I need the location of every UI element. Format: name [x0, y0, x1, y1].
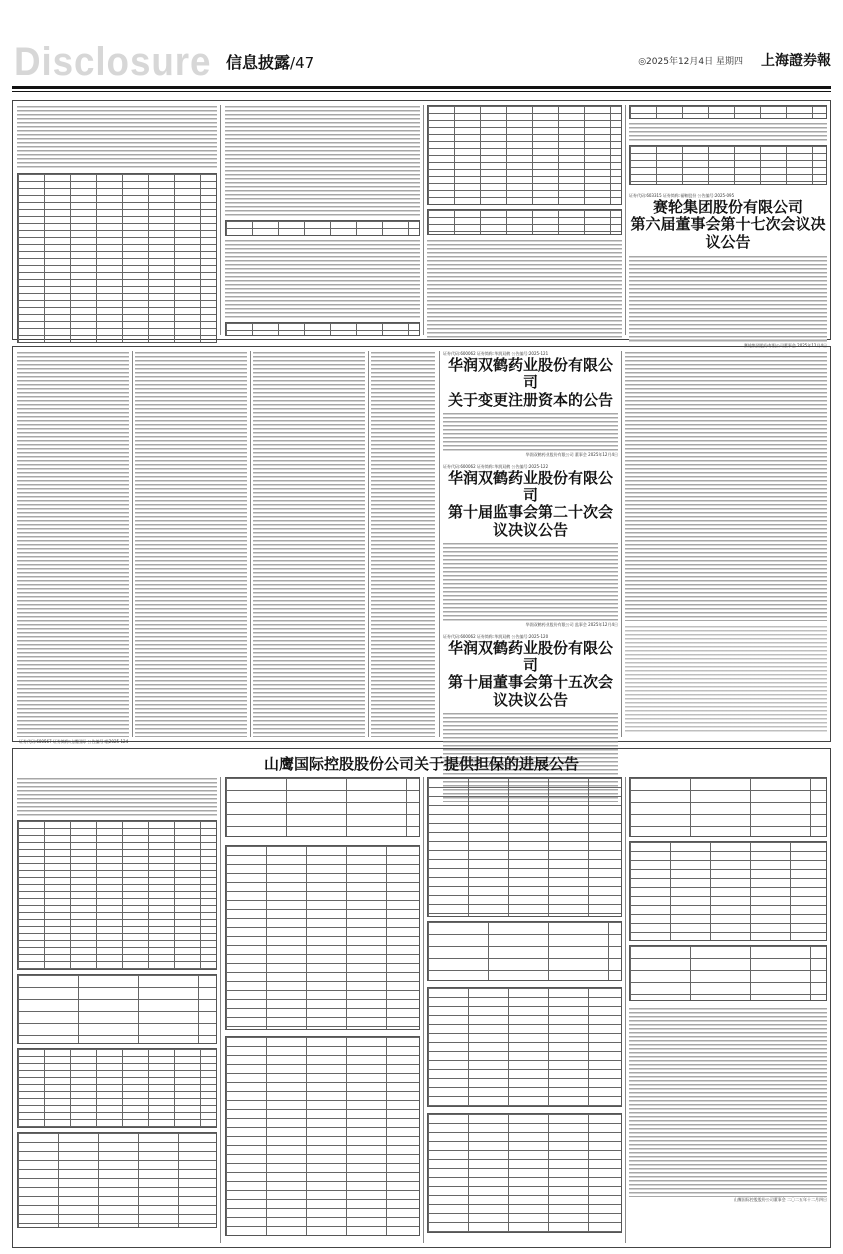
column-1	[17, 777, 217, 1243]
shanying-code-line: 证券代码:600567 证券简称:山鹰国际 公告编号:临2025-124	[19, 739, 129, 744]
huarun-capital-title: 关于变更注册资本的公告	[447, 390, 613, 409]
column-divider	[250, 351, 251, 737]
body-text	[443, 412, 618, 452]
body-text	[135, 351, 247, 737]
column-3	[427, 105, 622, 335]
body-text	[225, 239, 420, 319]
huarun-supervisory-title: 第十届监事会第二十次会议决议公告	[447, 503, 613, 539]
company-info-table	[427, 1113, 622, 1233]
masthead-rule-thin	[12, 91, 831, 92]
financial-table	[629, 777, 827, 837]
announcement-band-top	[12, 100, 831, 348]
proposal-table	[427, 105, 622, 205]
huarun-supervisory-code-line: 证券代码:600062 证券简称:华润双鹤 公告编号:2025-122	[443, 463, 549, 469]
body-text	[17, 777, 217, 817]
huarun-supervisory-company: 华润双鹤药业股份有限公司	[447, 468, 613, 504]
column-3	[253, 351, 365, 737]
column-1	[17, 105, 217, 335]
company-info-table	[427, 987, 622, 1107]
huarun-board-company: 华润双鹤药业股份有限公司	[447, 638, 613, 674]
data-table	[629, 105, 827, 119]
body-text	[625, 351, 827, 621]
column-4	[371, 351, 435, 737]
financial-table	[225, 777, 420, 837]
huarun-supervisory-signature: 华润双鹤药业股份有限公司 监事会 2025年12月4日	[525, 621, 618, 627]
data-table	[225, 322, 420, 336]
data-table	[225, 220, 420, 236]
sanlun-code-line: 证券代码:603315 证券简称:福鞍股份 公告编号:2025-095	[629, 193, 735, 198]
column-1	[17, 351, 129, 737]
body-text	[629, 122, 827, 142]
body-text	[629, 255, 827, 343]
section-name: 信息披露	[226, 53, 291, 72]
newspaper-name: 上海證券報	[761, 53, 831, 69]
body-text	[427, 239, 622, 339]
shanying-title: 山鹰国际控股股份公司关于提供担保的进展公告	[263, 755, 579, 773]
financial-table	[427, 921, 622, 981]
sanlun-company: 赛轮集团股份有限公司	[652, 198, 803, 216]
sanlun-title: 第六届董事会第十七次会议决议公告	[630, 215, 826, 251]
column-divider	[132, 351, 133, 737]
column-divider	[423, 777, 424, 1243]
column-divider	[423, 105, 424, 335]
body-text	[253, 351, 365, 737]
column-2	[135, 351, 247, 737]
company-info-table	[17, 1132, 217, 1228]
financial-table	[629, 945, 827, 1001]
column-divider	[220, 777, 221, 1243]
disclosure-wordmark: Disclosure	[14, 40, 212, 84]
column-divider	[621, 351, 622, 737]
column-2	[225, 777, 420, 1243]
company-info-table	[225, 845, 420, 1030]
company-info-table	[629, 841, 827, 941]
column-4	[629, 777, 827, 1243]
announcement-band-middle	[12, 346, 831, 742]
body-text	[225, 105, 420, 217]
body-text	[625, 625, 827, 733]
date-edition: ◎2025年12月4日 星期四	[638, 57, 743, 67]
masthead-rule	[12, 86, 831, 89]
column-3	[427, 777, 622, 1243]
body-text	[17, 105, 217, 169]
column-divider	[625, 105, 626, 335]
announcement-band-shanying	[12, 739, 831, 1248]
company-info-table	[427, 777, 622, 917]
column-4-sanlun	[629, 105, 827, 348]
column-huarun	[443, 351, 618, 737]
guarantee-table	[17, 1048, 217, 1128]
shanying-signature: 山鹰国际控股股份公司董事会 二〇二五年十二月四日	[733, 1197, 827, 1202]
data-table	[629, 145, 827, 185]
huarun-board-title: 第十届董事会第十五次会议决议公告	[447, 673, 613, 709]
body-text	[371, 351, 435, 737]
huarun-capital-company: 华润双鹤药业股份有限公司	[447, 356, 613, 392]
body-text	[17, 351, 129, 737]
column-6	[625, 351, 827, 737]
guarantee-table	[17, 820, 217, 970]
body-text	[443, 542, 618, 622]
guarantee-summary-table	[17, 974, 217, 1044]
huarun-capital-code-line: 证券代码:600062 证券简称:华润双鹤 公告编号:2025-121	[443, 351, 549, 356]
column-2	[225, 105, 420, 335]
body-text	[629, 1007, 827, 1197]
column-divider	[368, 351, 369, 737]
masthead	[0, 0, 843, 92]
section-title	[226, 50, 314, 73]
company-info-table	[225, 1036, 420, 1236]
column-divider	[625, 777, 626, 1243]
huarun-capital-signature: 华润双鹤药业股份有限公司 董事会 2025年12月4日	[525, 451, 618, 457]
proposal-table	[17, 173, 217, 343]
data-table	[427, 209, 622, 235]
column-divider	[439, 351, 440, 737]
sanlun-signature: 赛轮集团股份有限公司董事会 2025年12月4日	[743, 342, 827, 348]
huarun-board-code-line: 证券代码:600062 证券简称:华润双鹤 公告编号:2025-120	[443, 633, 549, 639]
column-divider	[220, 105, 221, 335]
page-number: /47	[290, 54, 315, 72]
